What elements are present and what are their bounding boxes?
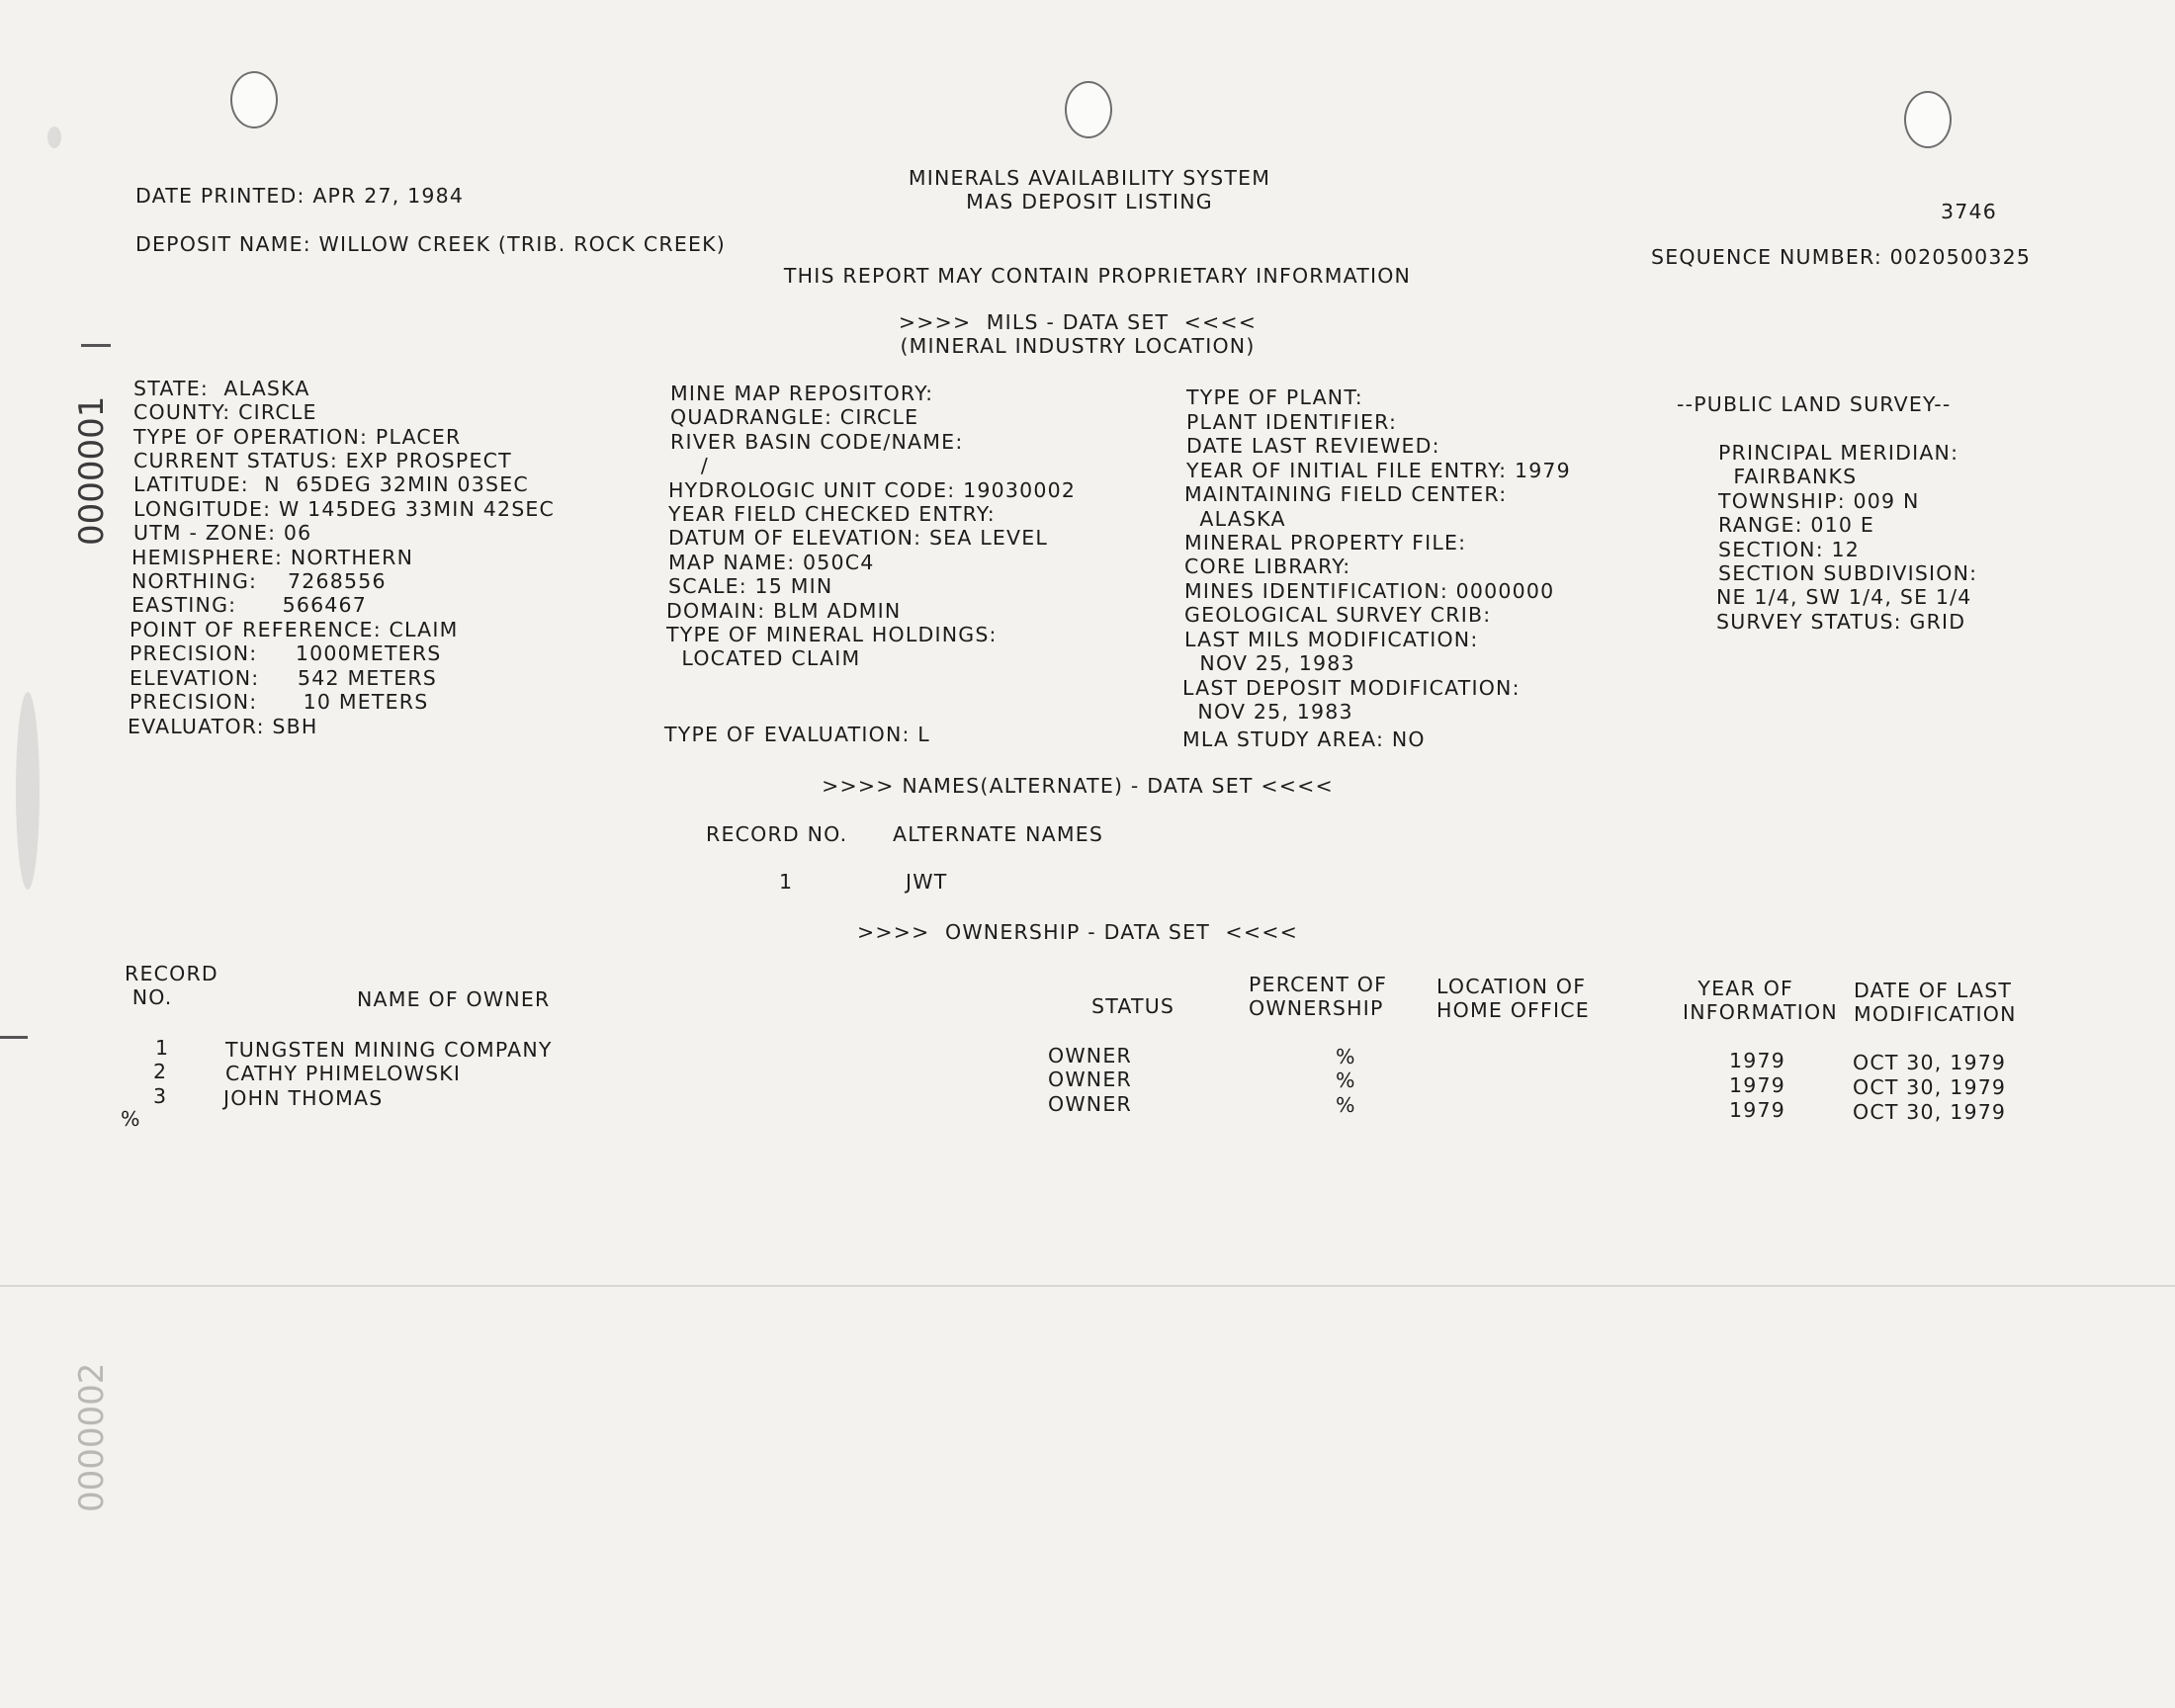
ownership-col-percent: PERCENT OF OWNERSHIP bbox=[1249, 973, 1388, 1020]
edge-smudge bbox=[16, 692, 40, 890]
field-type-of-evaluation: TYPE OF EVALUATION: L bbox=[664, 723, 930, 746]
field-longitude: LONGITUDE: W 145DEG 33MIN 42SEC bbox=[133, 497, 556, 521]
field-last-mils-modification: LAST MILS MODIFICATION: bbox=[1184, 628, 1479, 651]
field-year-initial-file-entry: YEAR OF INITIAL FILE ENTRY: 1979 bbox=[1186, 459, 1571, 482]
margin-tick-top bbox=[81, 344, 111, 347]
field-utm-zone: UTM - ZONE: 06 bbox=[133, 521, 312, 545]
owner-percent: % bbox=[1336, 1068, 1356, 1092]
field-latitude: LATITUDE: N 65DEG 32MIN 03SEC bbox=[133, 472, 529, 496]
page-number: 3746 bbox=[1941, 200, 1997, 223]
mils-subheading: (MINERAL INDUSTRY LOCATION) bbox=[900, 334, 1256, 358]
owner-year: 1979 bbox=[1729, 1098, 1785, 1122]
field-river-basin: RIVER BASIN CODE/NAME: bbox=[670, 430, 964, 454]
field-precision-elevation: PRECISION: 10 METERS bbox=[130, 690, 429, 714]
deposit-name: DEPOSIT NAME: WILLOW CREEK (TRIB. ROCK CREEK) bbox=[135, 232, 726, 256]
field-principal-meridian-value: FAIRBANKS bbox=[1718, 465, 1858, 488]
field-northing: NORTHING: 7268556 bbox=[131, 569, 387, 593]
field-geological-survey-crib: GEOLOGICAL SURVEY CRIB: bbox=[1184, 603, 1492, 627]
proprietary-notice: THIS REPORT MAY CONTAIN PROPRIETARY INFORMATION bbox=[783, 264, 1412, 288]
owner-date: OCT 30, 1979 bbox=[1853, 1051, 2007, 1074]
field-plant-identifier: PLANT IDENTIFIER: bbox=[1186, 410, 1398, 434]
field-current-status: CURRENT STATUS: EXP PROSPECT bbox=[133, 449, 512, 472]
field-domain: DOMAIN: BLM ADMIN bbox=[666, 599, 902, 623]
field-river-basin-value: / bbox=[670, 454, 709, 477]
ownership-col-year: YEAR OF INFORMATION bbox=[1683, 977, 1838, 1024]
punch-hole-left bbox=[230, 71, 278, 128]
field-state: STATE: ALASKA bbox=[133, 377, 310, 400]
field-quadrangle: QUADRANGLE: CIRCLE bbox=[670, 405, 919, 429]
field-section-subdivision: SECTION SUBDIVISION: bbox=[1718, 561, 1978, 585]
ownership-col-date: DATE OF LAST MODIFICATION bbox=[1854, 979, 2017, 1026]
field-scale: SCALE: 15 MIN bbox=[668, 574, 833, 598]
frame-number-bottom: 0000002 bbox=[72, 1362, 112, 1512]
sequence-number: SEQUENCE NUMBER: 0020500325 bbox=[1651, 245, 2032, 269]
field-elevation: ELEVATION: 542 METERS bbox=[130, 666, 438, 690]
ownership-col-name: NAME OF OWNER bbox=[357, 987, 551, 1011]
trailing-percent-mark: % bbox=[121, 1107, 141, 1131]
punch-hole-center bbox=[1065, 81, 1112, 138]
owner-year: 1979 bbox=[1729, 1073, 1785, 1097]
mils-heading: >>>> MILS - DATA SET <<<< bbox=[898, 310, 1258, 334]
field-date-last-reviewed: DATE LAST REVIEWED: bbox=[1186, 434, 1440, 458]
field-mineral-holdings-value: LOCATED CLAIM bbox=[666, 646, 861, 670]
field-year-field-checked: YEAR FIELD CHECKED ENTRY: bbox=[668, 502, 996, 526]
owner-name: CATHY PHIMELOWSKI bbox=[225, 1062, 462, 1085]
names-heading: >>>> NAMES(ALTERNATE) - DATA SET <<<< bbox=[822, 774, 1334, 798]
field-hydrologic-unit-code: HYDROLOGIC UNIT CODE: 19030002 bbox=[668, 478, 1077, 502]
ownership-col-record: RECORD NO. bbox=[125, 962, 218, 1009]
owner-date: OCT 30, 1979 bbox=[1853, 1100, 2007, 1124]
field-field-center-value: ALASKA bbox=[1184, 507, 1286, 531]
owner-record-no: 2 bbox=[153, 1060, 168, 1083]
frame-number-top: 0000001 bbox=[72, 395, 112, 546]
margin-tick-bottom bbox=[0, 1036, 28, 1039]
page-fold-line bbox=[0, 1285, 2175, 1287]
field-township: TOWNSHIP: 009 N bbox=[1718, 489, 1920, 513]
public-land-survey-heading: --PUBLIC LAND SURVEY-- bbox=[1677, 392, 1952, 416]
field-survey-status: SURVEY STATUS: GRID bbox=[1716, 610, 1966, 634]
field-datum-of-elevation: DATUM OF ELEVATION: SEA LEVEL bbox=[668, 526, 1049, 550]
field-range: RANGE: 010 E bbox=[1718, 513, 1875, 537]
owner-status: OWNER bbox=[1048, 1068, 1132, 1091]
field-type-of-mineral-holdings: TYPE OF MINERAL HOLDINGS: bbox=[666, 623, 998, 646]
owner-percent: % bbox=[1336, 1045, 1356, 1068]
ownership-col-status: STATUS bbox=[1091, 994, 1175, 1018]
ownership-heading: >>>> OWNERSHIP - DATA SET <<<< bbox=[857, 920, 1298, 944]
field-mineral-property-file: MINERAL PROPERTY FILE: bbox=[1184, 531, 1467, 555]
field-point-of-reference: POINT OF REFERENCE: CLAIM bbox=[130, 618, 459, 641]
system-title: MINERALS AVAILABILITY SYSTEM bbox=[908, 166, 1271, 190]
owner-date: OCT 30, 1979 bbox=[1853, 1075, 2007, 1099]
listing-title: MAS DEPOSIT LISTING bbox=[966, 190, 1213, 214]
names-row-record: 1 bbox=[779, 870, 794, 894]
owner-year: 1979 bbox=[1729, 1049, 1785, 1072]
names-row-name: JWT bbox=[906, 870, 948, 894]
field-easting: EASTING: 566467 bbox=[131, 593, 368, 617]
owner-name: JOHN THOMAS bbox=[223, 1086, 384, 1110]
field-hemisphere: HEMISPHERE: NORTHERN bbox=[131, 546, 414, 569]
owner-status: OWNER bbox=[1048, 1092, 1132, 1116]
names-col-record: RECORD NO. bbox=[706, 822, 848, 846]
stray-mark bbox=[47, 127, 61, 148]
field-last-mils-modification-date: NOV 25, 1983 bbox=[1184, 651, 1355, 675]
field-section-subdivision-value: NE 1/4, SW 1/4, SE 1/4 bbox=[1716, 585, 1972, 609]
owner-name: TUNGSTEN MINING COMPANY bbox=[225, 1038, 553, 1062]
field-map-name: MAP NAME: 050C4 bbox=[668, 551, 875, 574]
owner-status: OWNER bbox=[1048, 1044, 1132, 1068]
field-section: SECTION: 12 bbox=[1718, 538, 1861, 561]
field-type-of-plant: TYPE OF PLANT: bbox=[1186, 385, 1363, 409]
names-col-alternate: ALTERNATE NAMES bbox=[893, 822, 1104, 846]
field-type-of-operation: TYPE OF OPERATION: PLACER bbox=[133, 425, 462, 449]
date-printed: DATE PRINTED: APR 27, 1984 bbox=[135, 184, 465, 208]
field-core-library: CORE LIBRARY: bbox=[1184, 555, 1351, 578]
field-maintaining-field-center: MAINTAINING FIELD CENTER: bbox=[1184, 482, 1508, 506]
field-precision-location: PRECISION: 1000METERS bbox=[130, 641, 442, 665]
field-mine-map-repository: MINE MAP REPOSITORY: bbox=[670, 382, 934, 405]
field-county: COUNTY: CIRCLE bbox=[133, 400, 317, 424]
field-principal-meridian: PRINCIPAL MERIDIAN: bbox=[1718, 441, 1959, 465]
punch-hole-right bbox=[1904, 91, 1952, 148]
field-mines-identification: MINES IDENTIFICATION: 0000000 bbox=[1184, 579, 1555, 603]
ownership-col-location: LOCATION OF HOME OFFICE bbox=[1436, 975, 1590, 1022]
field-evaluator: EVALUATOR: SBH bbox=[128, 715, 318, 738]
owner-record-no: 1 bbox=[155, 1036, 170, 1060]
owner-percent: % bbox=[1336, 1093, 1356, 1117]
owner-record-no: 3 bbox=[153, 1084, 168, 1108]
field-mla-study-area: MLA STUDY AREA: NO bbox=[1182, 727, 1426, 751]
field-last-deposit-modification: LAST DEPOSIT MODIFICATION: bbox=[1182, 676, 1521, 700]
field-last-deposit-modification-date: NOV 25, 1983 bbox=[1182, 700, 1353, 724]
